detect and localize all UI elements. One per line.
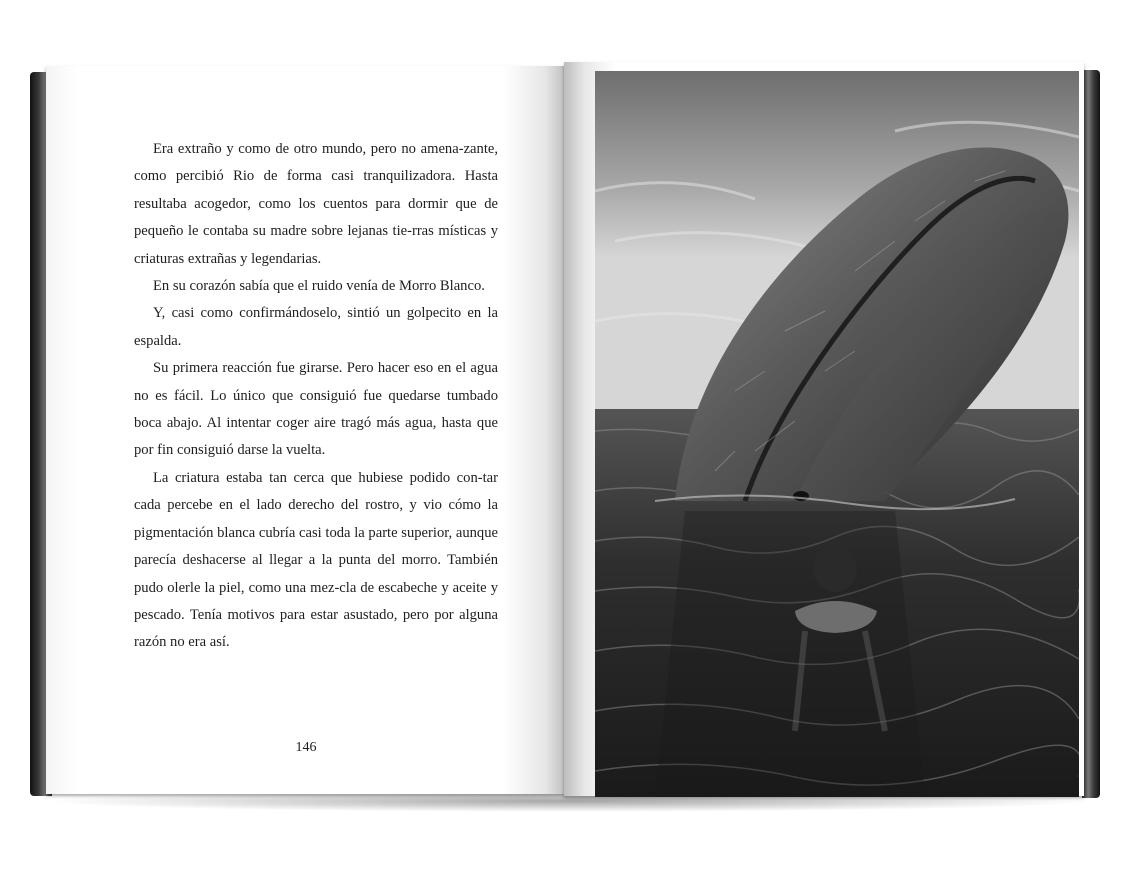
whale-illustration bbox=[595, 71, 1079, 797]
illustration-artwork bbox=[595, 71, 1079, 797]
right-page bbox=[564, 62, 1084, 796]
book-cover-right-edge bbox=[1082, 70, 1100, 798]
paragraph: En su corazón sabía que el ruido venía de Morro Blanco. bbox=[153, 278, 485, 295]
open-book bbox=[30, 62, 1100, 810]
paragraph: La criatura estaba tan cerca que hubiese podido con-tar cada percebe en el lado derecho del rostro, y vio cómo la pigmentación blanca cubría casi toda la parte superior, aunque parecía deshacerse al llegar a la punta del morro. También pudo olerle la piel, como una mez-cla de escabeche y aceite y pescado. Tenía motivos para estar asustado, pero por alguna razón no era así. bbox=[134, 469, 498, 651]
paragraph: Su primera reacción fue girarse. Pero hacer eso en el agua no es fácil. Lo único que consiguió fue quedarse tumbado boca abajo. Al intentar coger aire tragó más agua, hasta que por fin consiguió darse la vuelta. bbox=[134, 360, 498, 459]
paragraph: Era extraño y como de otro mundo, pero no amena-zante, como percibió Rio de forma casi tranquilizadora. Hasta resultaba acogedor, como los cuentos para dormir que de pequeño le contaba su madre sobre lejanas tie-rras místicas y criaturas extrañas y legendarias. bbox=[134, 141, 498, 267]
page-text bbox=[134, 136, 498, 657]
page-number: 146 bbox=[295, 740, 317, 755]
paragraph: Y, casi como confirmándoselo, sintió un golpecito en la espalda. bbox=[134, 305, 498, 349]
left-page bbox=[46, 66, 566, 794]
